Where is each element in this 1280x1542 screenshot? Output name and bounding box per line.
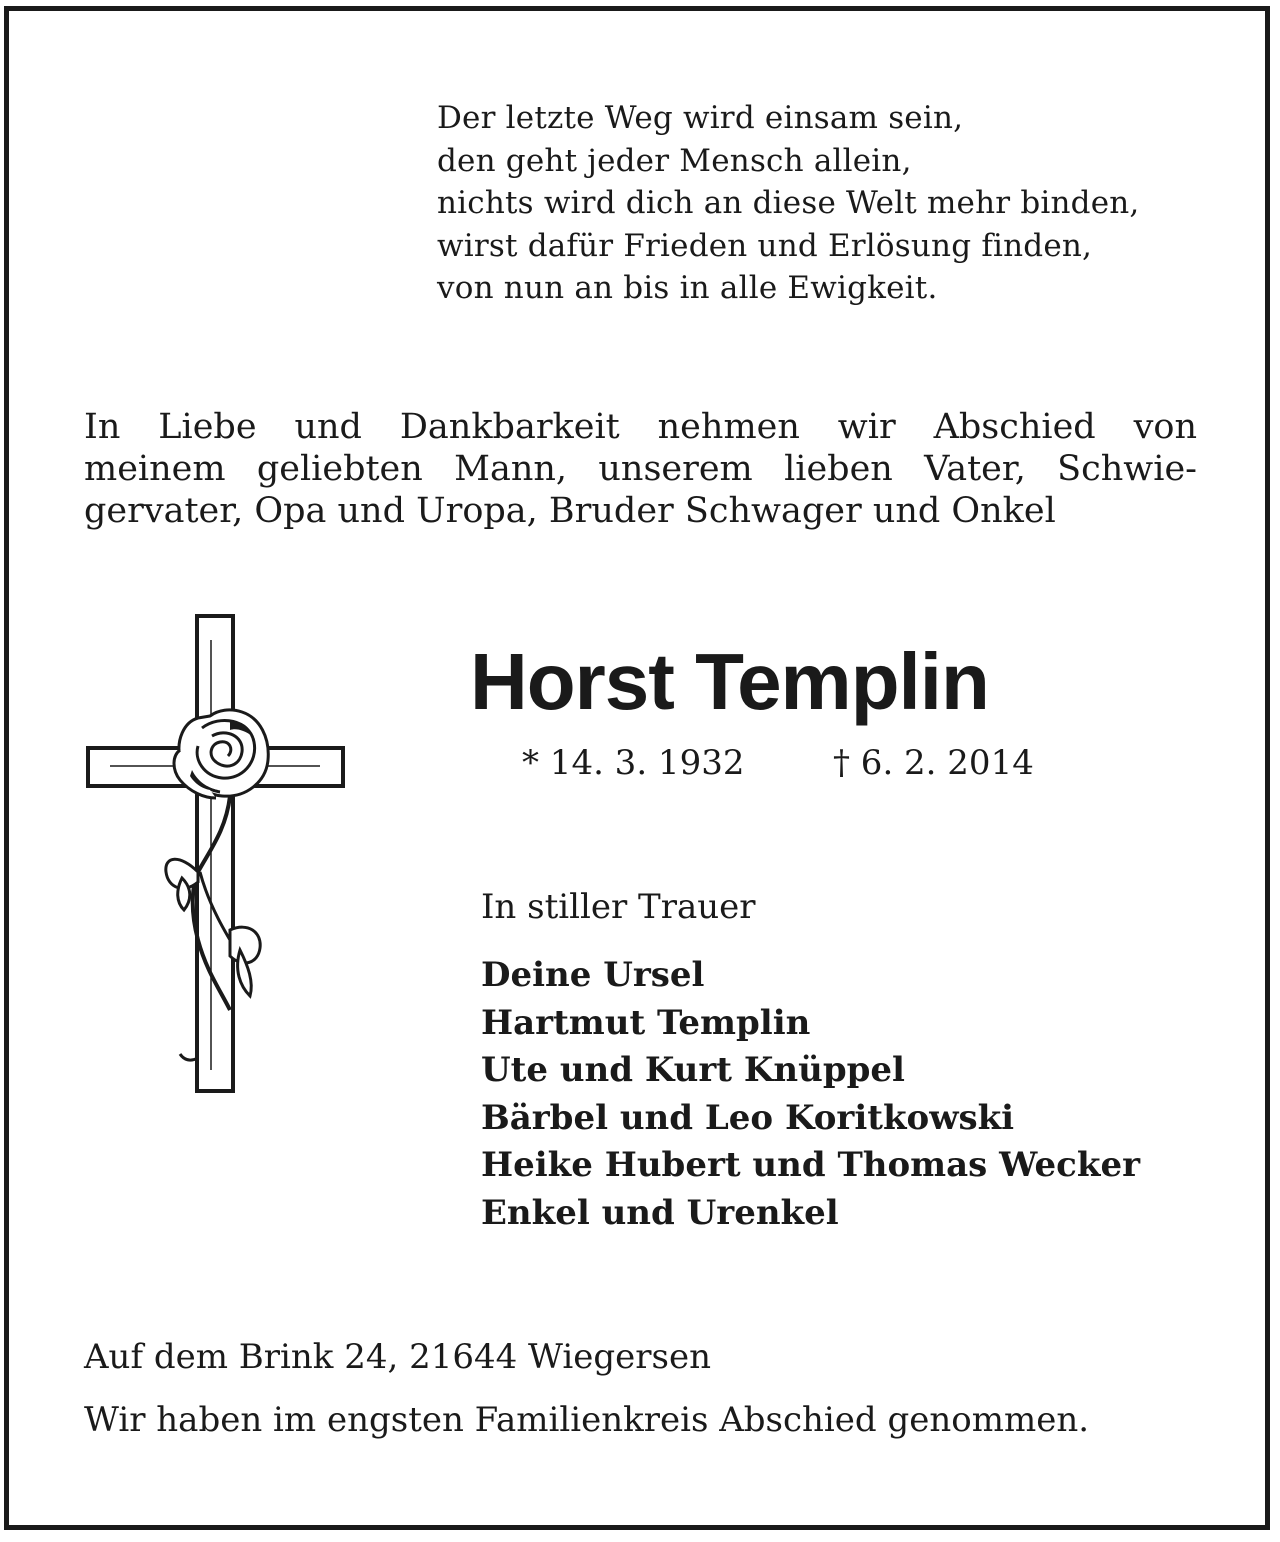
intro-line: gervater, Opa und Uropa, Bruder Schwager und Onkel (84, 491, 1056, 531)
poem-line: von nun an bis in alle Ewigkeit. (437, 270, 938, 306)
deceased-name: Horst Templin (470, 637, 989, 726)
mourners-list (481, 952, 1140, 1237)
mourning-heading: In stiller Trauer (481, 887, 756, 927)
mourner-name: Hartmut Templin (481, 1002, 811, 1043)
mourner-name: Deine Ursel (481, 955, 705, 995)
mourner-name: Enkel und Urenkel (481, 1192, 839, 1233)
intro-line: In Liebe und Dankbarkeit nehmen wir Abschied von (84, 407, 1197, 447)
address: Auf dem Brink 24, 21644 Wiegersen (84, 1337, 711, 1377)
mourner-name: Bärbel und Leo Koritkowski (481, 1097, 1015, 1138)
poem-line: wirst dafür Frieden und Erlösung finden, (437, 227, 1093, 264)
poem (437, 97, 1237, 310)
birth-date: * 14. 3. 1932 (522, 743, 745, 783)
intro-text (84, 406, 1197, 532)
poem-line: Der letzte Weg wird einsam sein, (437, 100, 964, 136)
closing-note: Wir haben im engsten Familienkreis Abschied genommen. (84, 1400, 1090, 1440)
poem-line: nichts wird dich an diese Welt mehr binden, (437, 185, 1140, 221)
mourner-name: Heike Hubert und Thomas Wecker (481, 1145, 1140, 1185)
cross-with-rose-icon (80, 610, 350, 1100)
poem-line: den geht jeder Mensch allein, (437, 142, 912, 179)
death-date: † 6. 2. 2014 (833, 743, 1034, 783)
intro-line: meinem geliebten Mann, unserem lieben Vater, Schwie- (84, 449, 1197, 489)
mourner-name: Ute und Kurt Knüppel (481, 1050, 905, 1090)
